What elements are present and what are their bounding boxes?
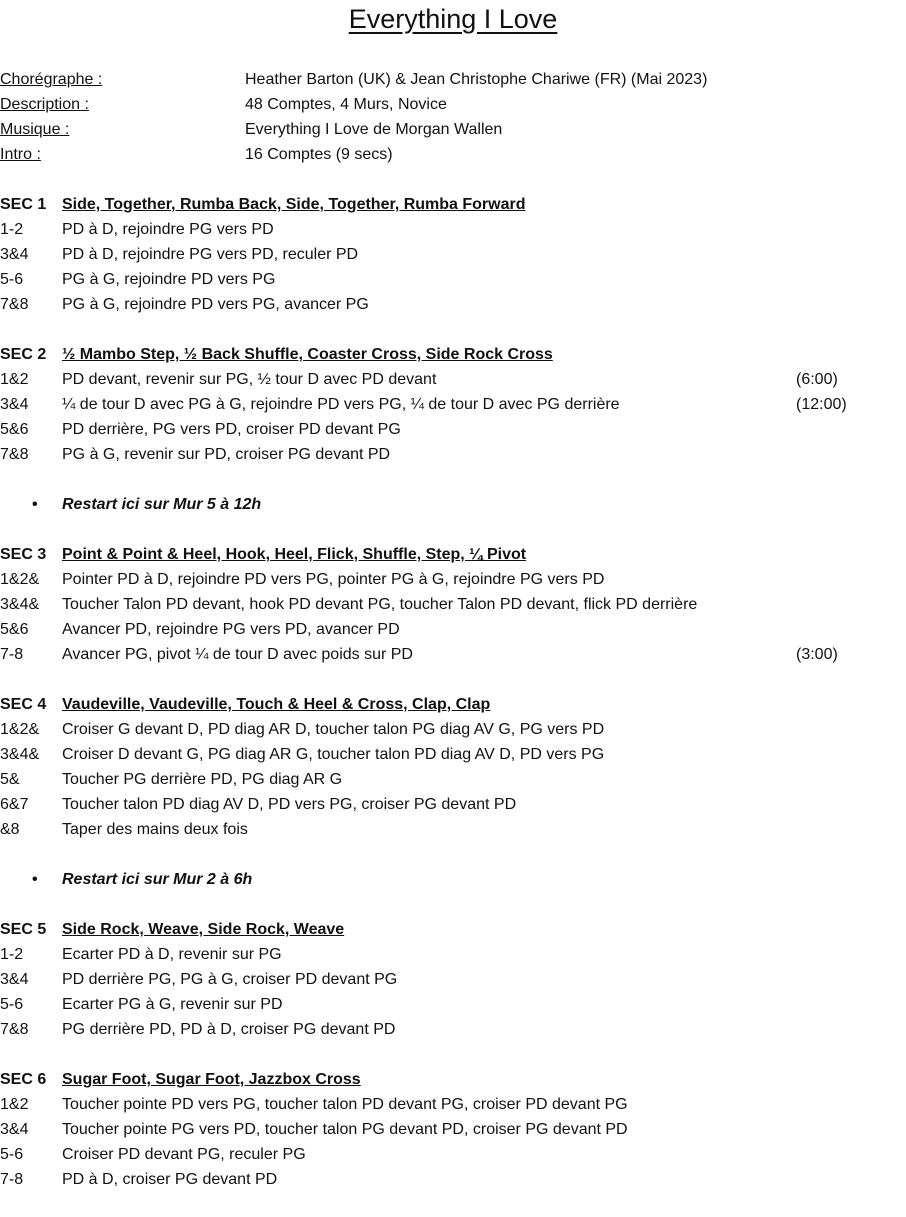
bullet-icon: • [32, 871, 38, 888]
step-row [0, 267, 906, 292]
step-description: Avancer PG, pivot ¼ de tour D avec poids sur PD [62, 646, 413, 663]
step-count: 3&4 [0, 971, 29, 988]
step-sections [0, 192, 906, 1217]
step-count: 7&8 [0, 1021, 29, 1038]
step-description: PG à G, rejoindre PD vers PG [62, 271, 276, 288]
step-row [0, 792, 906, 817]
section-number: SEC 6 [0, 1071, 47, 1088]
step-count: 5&6 [0, 621, 29, 638]
section-number: SEC 2 [0, 346, 47, 363]
step-count: 7&8 [0, 446, 29, 463]
step-description: PD derrière, PG vers PD, croiser PD devant PG [62, 421, 401, 438]
step-row [0, 567, 906, 592]
step-description: Toucher Talon PD devant, hook PD devant PG, toucher Talon PD devant, flick PD derrière [62, 596, 698, 613]
meta-value: Everything I Love de Morgan Wallen [245, 121, 503, 138]
step-count: &8 [0, 821, 20, 838]
step-count: 3&4& [0, 746, 40, 763]
step-description: Ecarter PD à D, revenir sur PG [62, 946, 282, 963]
step-description: Toucher PG derrière PD, PG diag AR G [62, 771, 343, 788]
step-row [0, 417, 906, 442]
step-description: Ecarter PG à G, revenir sur PD [62, 996, 283, 1013]
step-description: Toucher pointe PG vers PD, toucher talon PG devant PD, croiser PG devant PD [62, 1121, 628, 1138]
step-row [0, 217, 906, 242]
step-count: 3&4& [0, 596, 40, 613]
meta-label: Musique [0, 121, 61, 138]
step-description: PG à G, revenir sur PD, croiser PG devant PD [62, 446, 391, 463]
step-description: PD derrière PG, PG à G, croiser PD devant PG [62, 971, 398, 988]
step-row [0, 967, 906, 992]
step-count: 1&2& [0, 721, 40, 738]
step-count: 5& [0, 771, 20, 788]
step-count: 3&4 [0, 396, 29, 413]
step-row [0, 767, 906, 792]
document-title: Everything I Love [348, 4, 558, 34]
step-count: 7-8 [0, 646, 24, 663]
section-number: SEC 1 [0, 196, 47, 213]
meta-label: Chorégraphe [0, 71, 94, 88]
section-heading [0, 917, 906, 942]
step-count: 1&2 [0, 1096, 29, 1113]
section-title: ½ Mambo Step, ½ Back Shuffle, Coaster Cross, Side Rock Cross [62, 346, 553, 363]
step-row [0, 942, 906, 967]
meta-value: 48 Comptes, 4 Murs, Novice [245, 96, 447, 113]
restart-note [0, 492, 906, 517]
step-description: Croiser PD devant PG, reculer PG [62, 1146, 306, 1163]
step-row [0, 817, 906, 842]
restart-note-text: Restart ici sur Mur 2 à 6h [62, 871, 253, 888]
step-description: PD à D, rejoindre PG vers PD [62, 221, 274, 238]
step-row [0, 1167, 906, 1192]
step-description: PG derrière PD, PD à D, croiser PG devant PD [62, 1021, 396, 1038]
section-number: SEC 4 [0, 696, 47, 713]
meta-separator: : [60, 121, 70, 138]
step-row [0, 242, 906, 267]
step-count: 5&6 [0, 421, 29, 438]
spacer [0, 1192, 906, 1217]
step-description: Croiser G devant D, PD diag AR D, toucher talon PG diag AV G, PG vers PD [62, 721, 605, 738]
step-count: 5-6 [0, 1146, 24, 1163]
step-row [0, 292, 906, 317]
step-description: PG à G, rejoindre PD vers PG, avancer PG [62, 296, 369, 313]
step-row [0, 1092, 906, 1117]
section-number: SEC 5 [0, 921, 47, 938]
section-title: Side, Together, Rumba Back, Side, Together, Rumba Forward [62, 196, 526, 213]
step-description: Croiser D devant G, PG diag AR G, toucher talon PD diag AV D, PD vers PG [62, 746, 605, 763]
step-description: Avancer PD, rejoindre PG vers PD, avancer PD [62, 621, 400, 638]
step-row [0, 1017, 906, 1042]
section-title: Side Rock, Weave, Side Rock, Weave [62, 921, 345, 938]
step-count: 5-6 [0, 996, 24, 1013]
meta-value: 16 Comptes (9 secs) [245, 146, 393, 163]
step-row [0, 717, 906, 742]
step-count: 7-8 [0, 1171, 24, 1188]
step-count: 5-6 [0, 271, 24, 288]
step-row [0, 592, 906, 617]
meta-separator: : [32, 146, 41, 163]
step-description: Toucher talon PD diag AV D, PD vers PG, croiser PG devant PD [62, 796, 517, 813]
step-row [0, 442, 906, 467]
step-count: 1&2& [0, 571, 40, 588]
step-row [0, 992, 906, 1017]
step-row [0, 617, 906, 642]
step-description: Pointer PD à D, rejoindre PD vers PG, pointer PG à G, rejoindre PG vers PD [62, 571, 605, 588]
meta-label: Description [0, 96, 81, 113]
step-wall-time: (3:00) [796, 646, 838, 663]
step-count: 3&4 [0, 246, 29, 263]
step-row [0, 642, 906, 667]
section-title: Vaudeville, Vaudeville, Touch & Heel & Cross, Clap, Clap [62, 696, 491, 713]
section-heading [0, 692, 906, 717]
restart-note-text: Restart ici sur Mur 5 à 12h [62, 496, 262, 513]
step-description: Taper des mains deux fois [62, 821, 248, 838]
spacer [0, 467, 906, 492]
step-description: PD à D, rejoindre PG vers PD, reculer PD [62, 246, 359, 263]
step-wall-time: (12:00) [796, 396, 847, 413]
section-heading [0, 1067, 906, 1092]
spacer [0, 892, 906, 917]
meta-value: Heather Barton (UK) & Jean Christophe Chariwe (FR) (Mai 2023) [245, 71, 708, 88]
step-row [0, 392, 906, 417]
step-count: 1-2 [0, 946, 24, 963]
step-count: 3&4 [0, 1121, 29, 1138]
step-count: 1&2 [0, 371, 29, 388]
section-number: SEC 3 [0, 546, 47, 563]
step-count: 1-2 [0, 221, 24, 238]
step-wall-time: (6:00) [796, 371, 838, 388]
step-count: 6&7 [0, 796, 29, 813]
spacer [0, 667, 906, 692]
step-row [0, 367, 906, 392]
meta-separator: : [93, 71, 103, 88]
step-description: ¼ de tour D avec PG à G, rejoindre PD vers PG, ¼ de tour D avec PG derrière [62, 396, 620, 413]
step-description: Toucher pointe PD vers PG, toucher talon PD devant PG, croiser PD devant PG [62, 1096, 628, 1113]
step-row [0, 742, 906, 767]
bullet-icon: • [32, 496, 38, 513]
step-description: PD devant, revenir sur PG, ½ tour D avec PD devant [62, 371, 437, 388]
spacer [0, 842, 906, 867]
section-title: Sugar Foot, Sugar Foot, Jazzbox Cross [62, 1071, 361, 1088]
section-heading [0, 192, 906, 217]
meta-separator: : [80, 96, 89, 113]
step-row [0, 1117, 906, 1142]
spacer [0, 517, 906, 542]
step-row [0, 1142, 906, 1167]
step-count: 7&8 [0, 296, 29, 313]
step-description: PD à D, croiser PG devant PD [62, 1171, 278, 1188]
spacer [0, 1042, 906, 1067]
section-title: Point & Point & Heel, Hook, Heel, Flick, Shuffle, Step, ¼ Pivot [62, 546, 527, 563]
meta-label: Intro [0, 146, 33, 163]
restart-note [0, 867, 906, 892]
spacer [0, 317, 906, 342]
section-heading [0, 342, 906, 367]
section-heading [0, 542, 906, 567]
